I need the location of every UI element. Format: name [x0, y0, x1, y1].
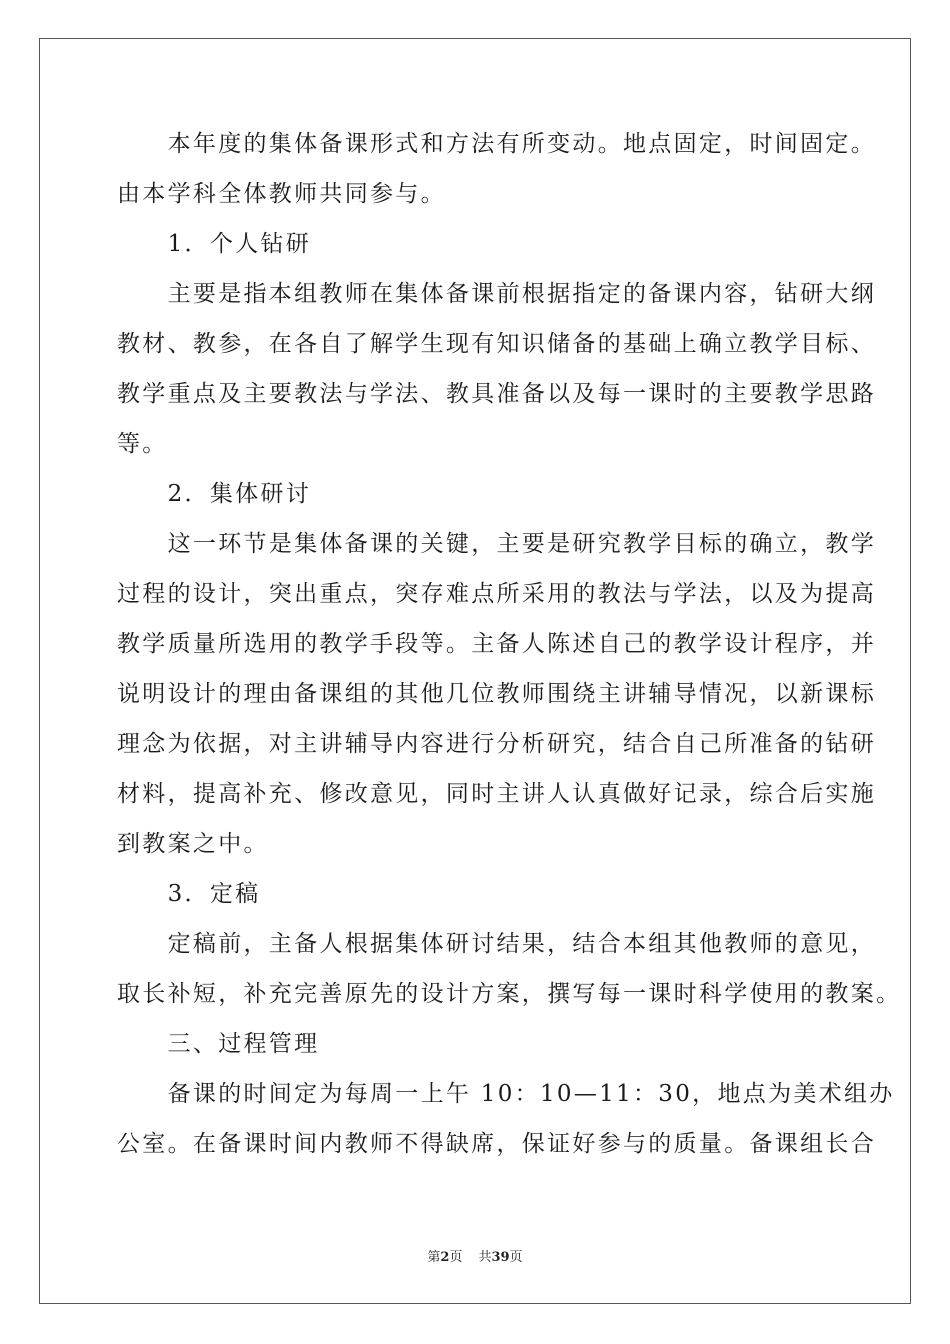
- total-pages-number: 39: [491, 1250, 510, 1265]
- section-heading: 三、过程管理: [117, 1031, 320, 1057]
- text-line: 主要是指本组教师在集体备课前根据指定的备课内容，钻研大纲: [117, 281, 876, 307]
- text-line: 理念为依据，对主讲辅导内容进行分析研究，结合自己所准备的钻研: [117, 731, 876, 757]
- text-line: 教材、教参，在各自了解学生现有知识储备的基础上确立教学目标、: [117, 331, 876, 357]
- text-line: 过程的设计，突出重点，突存难点所采用的教法与学法，以及为提高: [117, 581, 876, 607]
- text-line: 取长补短，补充完善原先的设计方案，撰写每一课时科学使用的教案。: [117, 981, 902, 1007]
- page-number-prefix: 第: [427, 1250, 441, 1265]
- text-line: 本年度的集体备课形式和方法有所变动。地点固定，时间固定。: [117, 131, 876, 157]
- page-number-suffix: 页: [449, 1250, 463, 1265]
- text-line: 教学重点及主要教法与学法、教具准备以及每一课时的主要教学思路: [117, 381, 876, 407]
- text-line: 备课的时间定为每周一上午 10：10—11：30，地点为美术组办: [117, 1081, 895, 1107]
- section-heading: 2．集体研讨: [117, 481, 312, 507]
- section-heading: 1．个人钻研: [117, 231, 312, 257]
- text-line: 定稿前，主备人根据集体研讨结果，结合本组其他教师的意见，: [117, 931, 876, 957]
- total-pages-prefix: 共: [478, 1250, 492, 1265]
- text-line: 公室。在备课时间内教师不得缺席，保证好参与的质量。备课组长合: [117, 1131, 876, 1157]
- total-pages-suffix: 页: [509, 1250, 523, 1265]
- page-footer: [0, 1246, 950, 1265]
- text-line: 说明设计的理由备课组的其他几位教师围绕主讲辅导情况，以新课标: [117, 681, 876, 707]
- text-line: 到教案之中。: [117, 831, 269, 857]
- section-heading: 3．定稿: [117, 881, 261, 907]
- text-line: 材料，提高补充、修改意见，同时主讲人认真做好记录，综合后实施: [117, 781, 876, 807]
- text-line: 这一环节是集体备课的关键，主要是研究教学目标的确立，教学: [117, 531, 876, 557]
- text-line: 由本学科全体教师共同参与。: [117, 181, 446, 207]
- current-page-number: 2: [440, 1250, 450, 1265]
- text-line: 等。: [117, 431, 168, 457]
- text-line: 教学质量所选用的教学手段等。主备人陈述自己的教学设计程序，并: [117, 631, 876, 657]
